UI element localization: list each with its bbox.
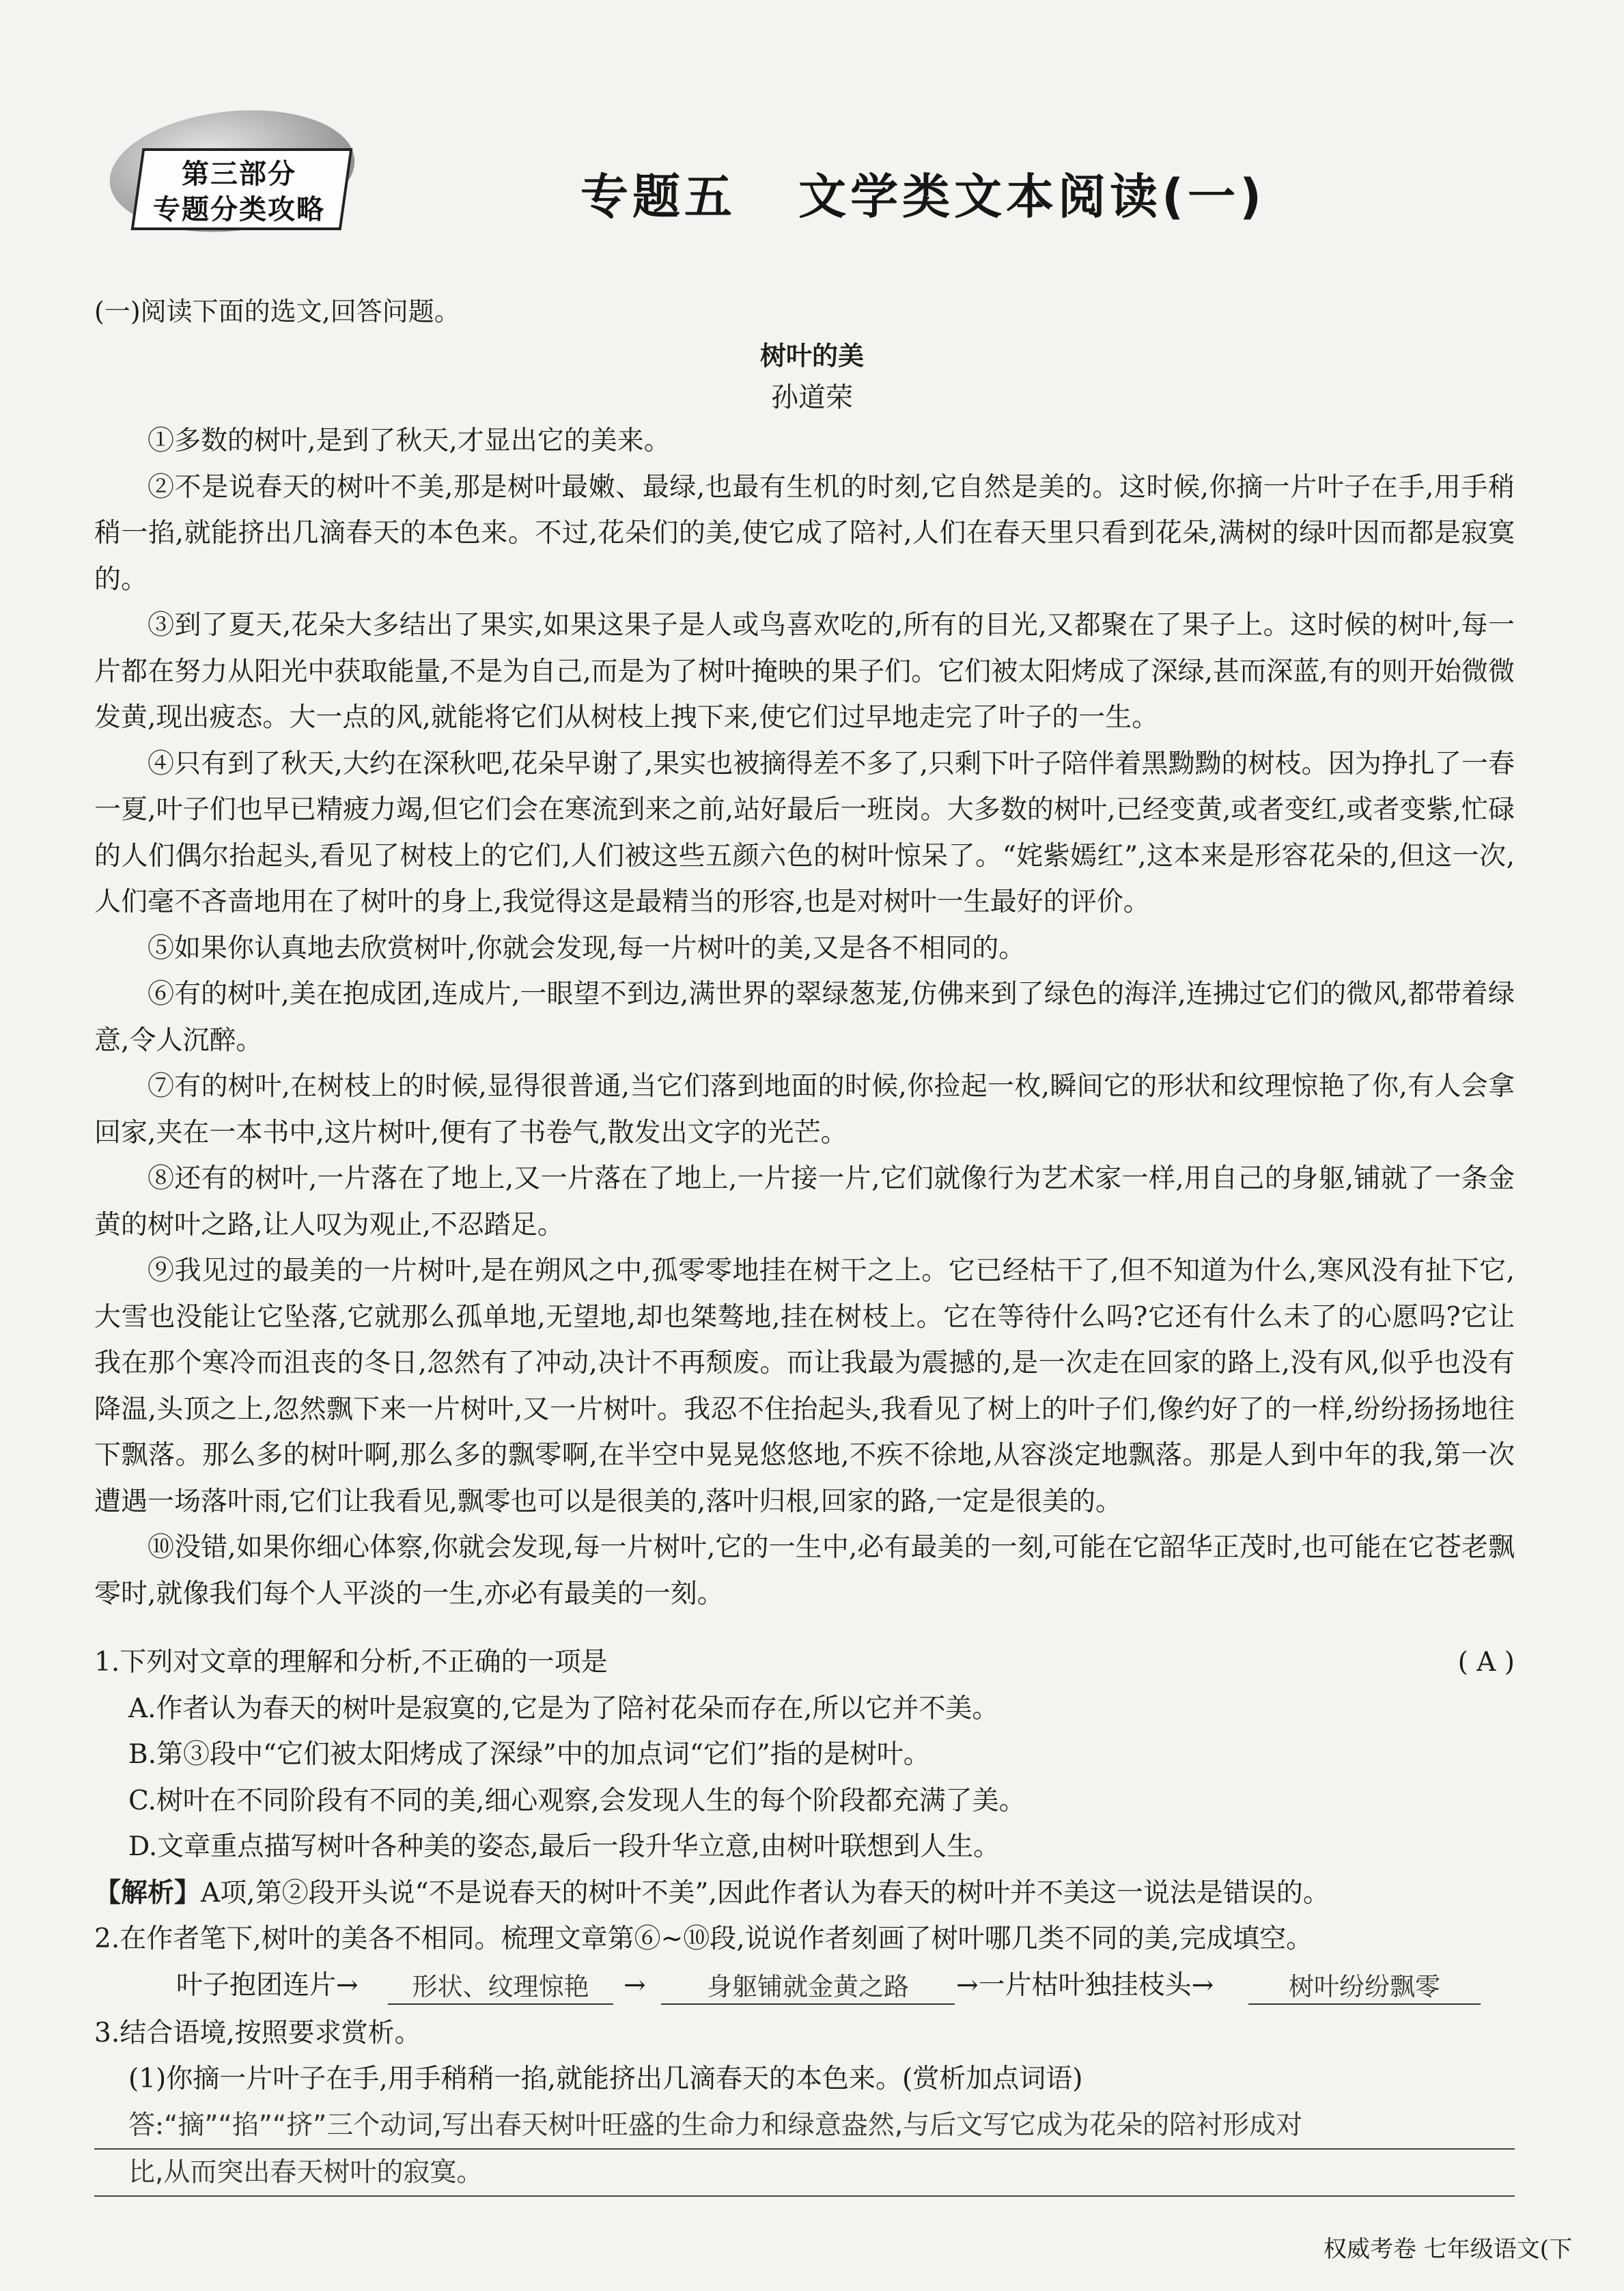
- questions-section: [94, 1639, 1515, 2197]
- analysis-text: A项,第②段开头说“不是说春天的树叶不美”,因此作者认为春天的树叶并不美这一说法是错误的。: [201, 1877, 1330, 1908]
- article-paragraph: ②不是说春天的树叶不美,那是树叶最嫩、最绿,也最有生机的时刻,它自然是美的。这时候,你摘一片叶子在手,用手稍稍一掐,就能挤出几滴春天的本色来。不过,花朵们的美,使它成了陪衬,人们在春天里只看到花朵,满树的绿叶因而都是寂寞的。: [94, 471, 1515, 595]
- question-3-stem: 3.结合语境,按照要求赏析。: [94, 2017, 421, 2049]
- article-paragraph: ⑨我见过的最美的一片树叶,是在朔风之中,孤零零地挂在树干之上。它已经枯干了,但不知道为什么,寒风没有扯下它,大雪也没能让它坠落,它就那么孤单地,无望地,却也桀骜地,挂在树枝上。它在等待什么吗?它还有什么未了的心愿吗?它让我在那个寒冷而沮丧的冬日,忽然有了冲动,决计不再颓废。而让我最为震撼的,是一次走在回家的路上,没有风,似乎也没有降温,头顶之上,忽然飘下来一片树叶,又一片树叶。我忍不住抬起头,我看见了树上的叶子们,像约好了的一样,纷纷扬扬地往下飘落。那么多的树叶啊,那么多的飘零啊,在半空中晃晃悠悠地,不疾不徐地,从容淡定地飘落。那是人到中年的我,第一次遭遇一场落叶雨,它们让我看见,飘零也可以是很美的,落叶归根,回家的路,一定是很美的。: [94, 1255, 1515, 1517]
- answer-line-2: [94, 2150, 1515, 2197]
- article-paragraph: ⑥有的树叶,美在抱成团,连成片,一眼望不到边,满世界的翠绿葱茏,仿佛来到了绿色的海洋,连拂过它们的微风,都带着绿意,令人沉醉。: [94, 979, 1515, 1056]
- question-1: [94, 1639, 1515, 1686]
- section-intro: (一)阅读下面的选文,回答问题。: [94, 296, 460, 327]
- question-1-analysis: [94, 1870, 1515, 1917]
- article-paragraph: ⑤如果你认真地去欣赏树叶,你就会发现,每一片树叶的美,又是各不相同的。: [148, 932, 1026, 964]
- answer-blank-2: 身躯铺就金黄之路: [661, 1964, 955, 2005]
- article-paragraph: ⑦有的树叶,在树枝上的时候,显得很普通,当它们落到地面的时候,你捡起一枚,瞬间它的形状和纹理惊艳了你,有人会拿回家,夹在一本书中,这片树叶,便有了书卷气,散发出文字的光芒。: [94, 1071, 1515, 1148]
- page-title: 专题五 文学类文本阅读(一): [580, 169, 1266, 225]
- article-title: 树叶的美: [759, 341, 864, 371]
- question-1-stem: 1.下列对文章的理解和分析,不正确的一项是: [94, 1647, 608, 1678]
- option-c: C.树叶在不同阶段有不同的美,细心观察,会发现人生的每个阶段都充满了美。: [128, 1785, 1026, 1816]
- section-badge: [96, 106, 369, 236]
- option-a: A.作者认为春天的树叶是寂寞的,它是为了陪衬花朵而存在,所以它并不美。: [128, 1693, 999, 1724]
- answer-text-1: “摘”“掐”“挤”三个动词,写出春天树叶旺盛的生命力和绿意盎然,与后文写它成为花朵的陪衬形成对: [164, 2109, 1303, 2141]
- article-paragraph: ③到了夏天,花朵大多结出了果实,如果这果子是人或鸟喜欢吃的,所有的目光,又都聚在了果子上。这时候的树叶,每一片都在努力从阳光中获取能量,不是为自己,而是为了树叶掩映的果子们。它们被太阳烤成了深绿,甚而深蓝,有的则开始微微发黄,现出疲态。大一点的风,就能将它们从树枝上拽下来,使它们过早地走完了叶子的一生。: [94, 610, 1515, 733]
- badge-category-label: 专题分类攻略: [153, 194, 325, 225]
- article-paragraph: ⑧还有的树叶,一片落在了地上,又一片落在了地上,一片接一片,它们就像行为艺术家一样,用自己的身躯,铺就了一条金黄的树叶之路,让人叹为观止,不忍踏足。: [94, 1163, 1515, 1240]
- answer-blank-3: 树叶纷纷飘零: [1248, 1964, 1481, 2005]
- question-3-sub1: (1)你摘一片叶子在手,用手稍稍一掐,就能挤出几滴春天的本色来。(赏析加点词语): [128, 2064, 1083, 2094]
- question-2-stem: 2.在作者笔下,树叶的美各不相同。梳理文章第⑥~⑩段,说说作者刻画了树叶哪几类不同的美,完成填空。: [94, 1924, 1313, 1954]
- article-body: [94, 418, 1515, 1617]
- chain-arrow: →: [624, 1969, 646, 2001]
- article-paragraph: ①多数的树叶,是到了秋天,才显出它的美来。: [148, 426, 671, 456]
- option-b: B.第③段中“它们被太阳烤成了深绿”中的加点词“它们”指的是树叶。: [128, 1739, 930, 1770]
- article-paragraph: ⑩没错,如果你细心体察,你就会发现,每一片树叶,它的一生中,必有最美的一刻,可能在它韶华正茂时,也可能在它苍老飘零时,就像我们每个人平淡的一生,亦必有最美的一刻。: [94, 1532, 1515, 1609]
- question-2-chain: [94, 1962, 1515, 2010]
- article-paragraph: ④只有到了秋天,大约在深秋吧,花朵早谢了,果实也被摘得差不多了,只剩下叶子陪伴着黑黝黝的树枝。因为挣扎了一春一夏,叶子们也早已精疲力竭,但它们会在寒流到来之前,站好最后一班岗。大多数的树叶,已经变黄,或者变红,或者变紫,忙碌的人们偶尔抬起头,看见了树枝上的它们,人们被这些五颜六色的树叶惊呆了。“姹紫嫣红”,这本来是形容花朵的,但这一次,人们毫不吝啬地用在了树叶的身上,我觉得这是最精当的形容,也是对树叶一生最好的评价。: [94, 748, 1515, 917]
- chain-start: 叶子抱团连片→: [176, 1969, 359, 2001]
- analysis-label: 【解析】: [94, 1877, 201, 1908]
- question-1-answer: ( A ): [1457, 1647, 1515, 1678]
- option-d: D.文章重点描写树叶各种美的姿态,最后一段升华立意,由树叶联想到人生。: [128, 1831, 1000, 1862]
- answer-label: 答:: [128, 2109, 165, 2141]
- page-footer: 权威考卷 七年级语文(下: [1324, 2236, 1573, 2263]
- answer-line-1: [94, 2102, 1515, 2150]
- article-author: 孙道荣: [771, 382, 853, 413]
- chain-middle: →一片枯叶独挂枝头→: [956, 1969, 1214, 2001]
- badge-section-label: 第三部分: [182, 158, 296, 190]
- answer-blank-1: 形状、纹理惊艳: [388, 1964, 613, 2005]
- answer-text-2: 比,从而突出春天树叶的寂寞。: [128, 2156, 484, 2188]
